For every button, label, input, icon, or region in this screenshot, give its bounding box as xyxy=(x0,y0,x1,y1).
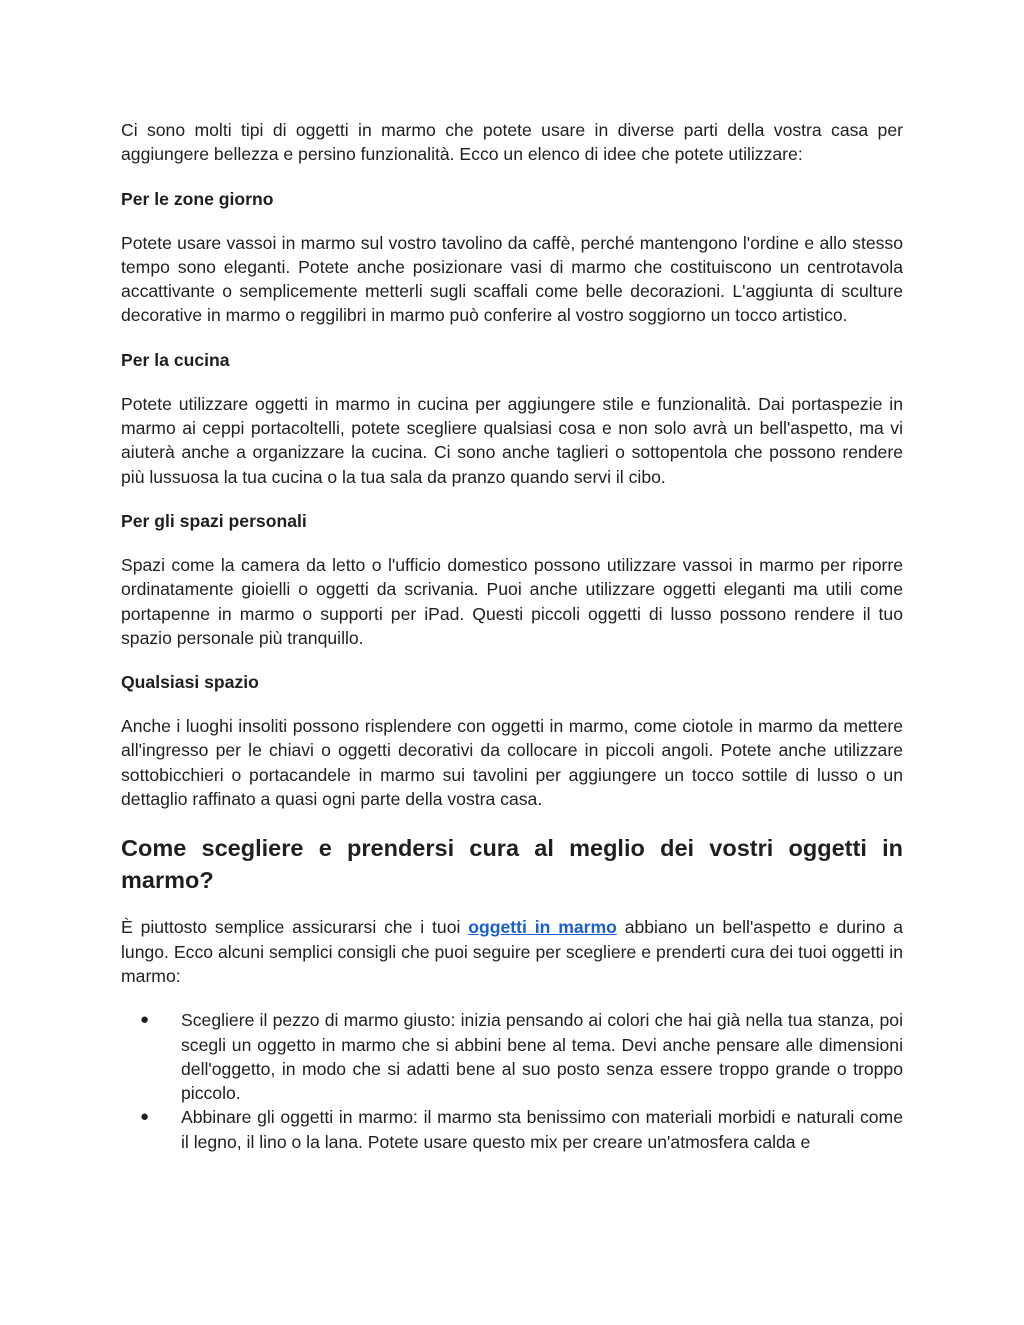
document-page xyxy=(121,118,903,1154)
tips-list xyxy=(121,1008,903,1154)
section-text-cucina: Potete utilizzare oggetti in marmo in cucina per aggiungere stile e funzionalità. Dai portaspezie in marmo ai ceppi portacoltelli, potete scegliere qualsiasi cosa e non solo avrà un bell'aspetto, ma vi aiuterà anche a organizzare la cucina. Ci sono anche taglieri o sottopentola che possono rendere più lussuosa la tua cucina o la tua sala da pranzo quando servi il cibo. xyxy=(121,393,903,487)
section-heading-zone-giorno: Per le zone giorno xyxy=(121,188,274,209)
list-item xyxy=(121,1105,903,1154)
section-text-zone-giorno: Potete usare vassoi in marmo sul vostro tavolino da caffè, perché mantengono l'ordine e allo stesso tempo sono eleganti. Potete anche posizionare vasi di marmo che costituiscono un centrotavola accattivante o semplicemente metterli sugli scaffali come belle decorazioni. L'aggiunta di sculture decorative in marmo o reggilibri in marmo può conferire al vostro soggiorno un tocco artistico. xyxy=(121,232,903,326)
bullet-icon: ● xyxy=(140,1108,150,1126)
care-intro-before-link: È piuttosto semplice assicurarsi che i tuoi xyxy=(121,917,469,938)
section-heading-cucina: Per la cucina xyxy=(121,349,230,370)
intro-paragraph: Ci sono molti tipi di oggetti in marmo che potete usare in diverse parti della vostra casa per aggiungere bellezza e persino funzionalità. Ecco un elenco di idee che potete utilizzare: xyxy=(121,120,903,165)
care-section-title: Come scegliere e prendersi cura al meglio dei vostri oggetti in marmo? xyxy=(121,835,903,894)
oggetti-in-marmo-link[interactable]: oggetti in marmo xyxy=(468,917,617,938)
section-text-qualsiasi-spazio: Anche i luoghi insoliti possono risplendere con oggetti in marmo, come ciotole in marmo da mettere all'ingresso per le chiavi o oggetti decorativi da collocare in piccoli angoli. Potete anche utilizzare sottobicchieri o portacandele in marmo sui tavolini per aggiungere un tocco sottile di lusso o un dettaglio raffinato a quasi ogni parte della vostra casa. xyxy=(121,716,903,810)
list-item xyxy=(121,1008,903,1105)
section-heading-qualsiasi-spazio: Qualsiasi spazio xyxy=(121,672,259,693)
section-heading-spazi-personali: Per gli spazi personali xyxy=(121,510,307,531)
care-intro-after-link: abbiano un bell'aspetto e durino a lungo. Ecco alcuni semplici consigli che puoi seguire per scegliere e prenderti cura dei tuoi oggetti in marmo: xyxy=(121,917,903,986)
care-intro-paragraph xyxy=(121,915,903,988)
bullet-icon: ● xyxy=(140,1011,150,1029)
section-text-spazi-personali: Spazi come la camera da letto o l'ufficio domestico possono utilizzare vassoi in marmo per riporre ordinatamente gioielli o oggetti da scrivania. Puoi anche utilizzare oggetti eleganti ma utili come portapenne in marmo o supporti per iPad. Questi piccoli oggetti di lusso possono rendere il tuo spazio personale più tranquillo. xyxy=(121,554,903,648)
tip-text: Scegliere il pezzo di marmo giusto: inizia pensando ai colori che hai già nella tua stanza, poi scegli un oggetto in marmo che si abbini bene al tema. Devi anche pensare alle dimensioni dell'oggetto, in modo che si adatti bene al suo posto senza essere troppo grande o troppo piccolo. xyxy=(181,1010,903,1104)
tip-text: Abbinare gli oggetti in marmo: il marmo sta benissimo con materiali morbidi e naturali come il legno, il lino o la lana. Potete usare questo mix per creare un'atmosfera calda e xyxy=(181,1107,903,1152)
